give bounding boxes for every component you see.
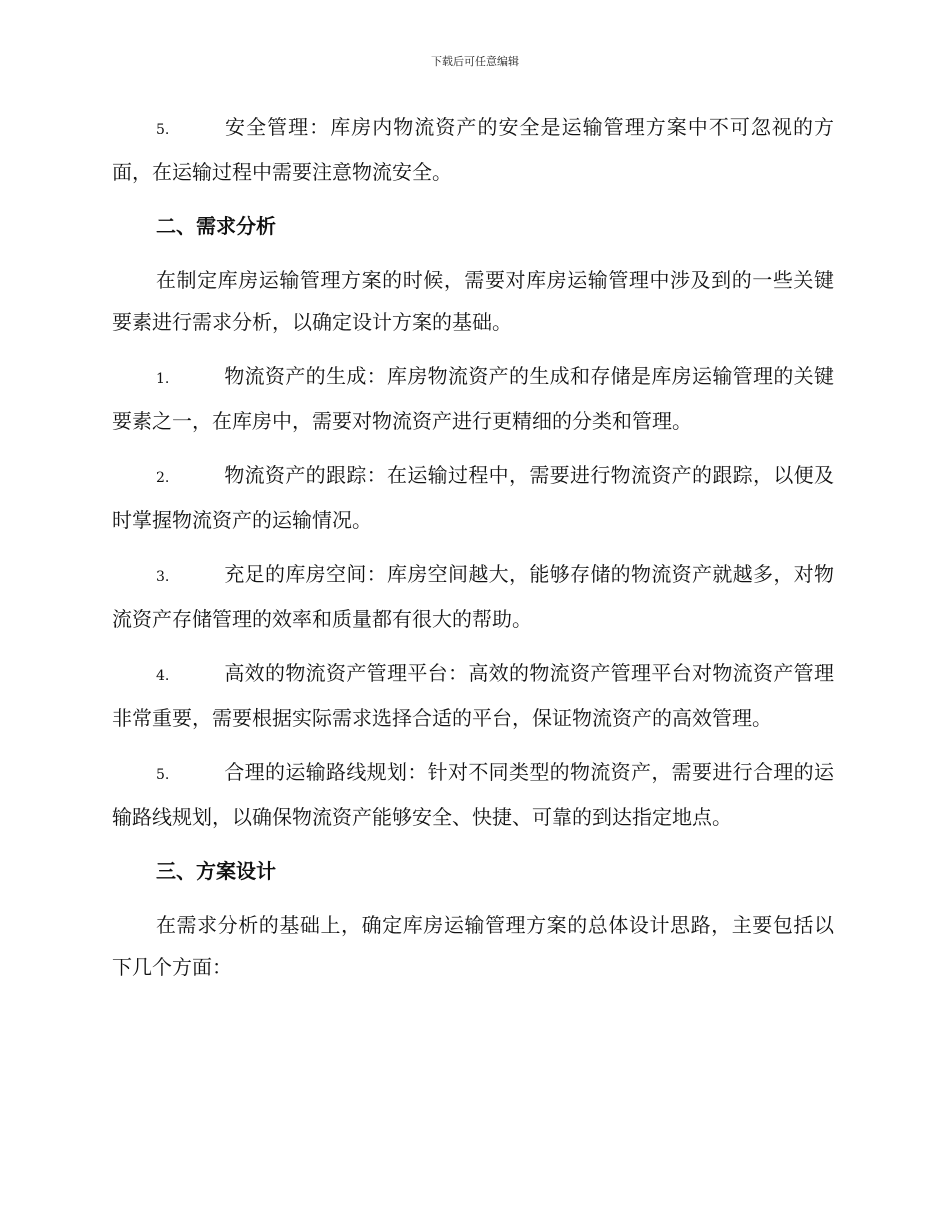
paragraph-requirements-intro: 在制定库房运输管理方案的时候，需要对库房运输管理中涉及到的一些关键要素进行需求分析，以确定设计方案的基础。	[112, 268, 834, 334]
list-item-management-platform	[112, 652, 834, 739]
list-number: 4.	[156, 668, 170, 684]
list-item-security	[112, 106, 834, 193]
list-number: 3.	[156, 569, 170, 585]
section-heading-requirements: 二、需求分析	[156, 214, 276, 238]
list-number: 2.	[156, 470, 170, 486]
list-item-text: 物流资产的生成：库房物流资产的生成和存储是库房运输管理的关键要素之一，在库房中，需要对物流资产进行更精细的分类和管理。	[112, 364, 834, 433]
list-item-asset-tracking	[112, 454, 834, 541]
list-item-text: 合理的运输路线规划：针对不同类型的物流资产，需要进行合理的运输路线规划，以确保物流资产能够安全、快捷、可靠的到达指定地点。	[112, 760, 834, 829]
list-item-text: 安全管理：库房内物流资产的安全是运输管理方案中不可忽视的方面，在运输过程中需要注意物流安全。	[112, 115, 834, 184]
list-number: 5.	[156, 122, 170, 138]
document-body	[112, 106, 834, 1000]
list-item-text: 充足的库房空间：库房空间越大，能够存储的物流资产就越多，对物流资产存储管理的效率和质量都有很大的帮助。	[112, 562, 834, 631]
list-number: 5.	[156, 767, 170, 783]
list-item-text: 高效的物流资产管理平台：高效的物流资产管理平台对物流资产管理非常重要，需要根据实际需求选择合适的平台，保证物流资产的高效管理。	[112, 661, 834, 730]
list-item-warehouse-space	[112, 553, 834, 640]
section-heading-design: 三、方案设计	[156, 859, 276, 883]
list-number: 1.	[156, 371, 170, 387]
list-item-text: 物流资产的跟踪：在运输过程中，需要进行物流资产的跟踪，以便及时掌握物流资产的运输情况。	[112, 463, 834, 532]
list-item-route-planning	[112, 751, 834, 838]
page-header: 下载后可任意编辑	[431, 55, 519, 68]
list-item-asset-generation	[112, 355, 834, 442]
paragraph-design-intro: 在需求分析的基础上，确定库房运输管理方案的总体设计思路，主要包括以下几个方面：	[112, 913, 834, 979]
